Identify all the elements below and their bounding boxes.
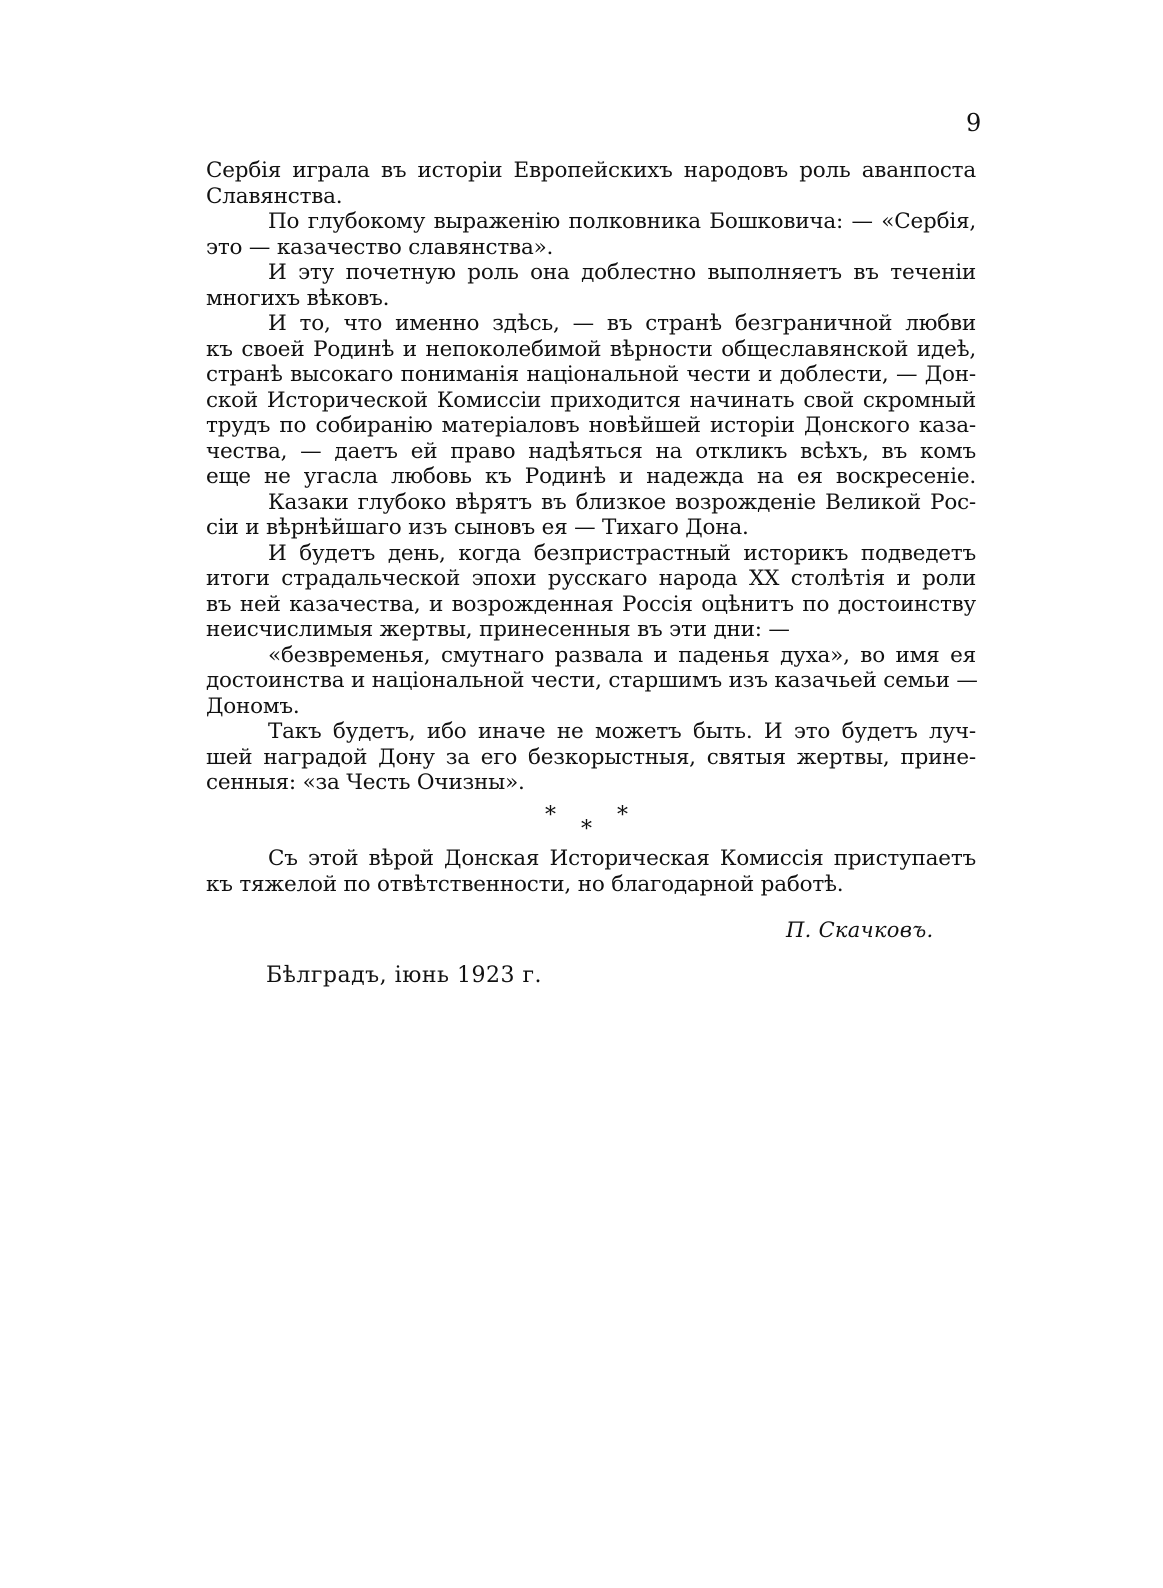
separator-star: * — [545, 803, 556, 828]
body-text — [206, 158, 976, 796]
text-line: странѣ высокаго пониманія національной чести и доблести, — Дон- — [206, 362, 976, 387]
text-line: Сербія играла въ исторіи Европейскихъ народовъ роль аванпоста — [206, 158, 976, 183]
section-separator — [545, 803, 628, 843]
text-line: Съ этой вѣрой Донская Историческая Комиссія приступаетъ — [268, 846, 976, 871]
text-line: итоги страдальческой эпохи русскаго народа XX столѣтія и роли — [206, 566, 976, 591]
author-signature: П. Скачковъ. — [786, 918, 934, 942]
text-line: трудъ по собиранію матеріаловъ новѣйшей исторіи Донского каза- — [206, 413, 976, 438]
text-line: сіи и вѣрнѣйшаго изъ сыновъ ея — Тихаго Дона. — [206, 515, 749, 540]
text-line: ской Исторической Комиссіи приходится начинать свой скромный — [206, 387, 976, 413]
text-line: Такъ будетъ, ибо иначе не можетъ быть. И это будетъ луч- — [268, 719, 976, 744]
text-line: И то, что именно здѣсь, — въ странѣ безграничной любви — [268, 311, 976, 336]
separator-star: * — [581, 817, 592, 842]
text-line: Славянства. — [206, 183, 343, 209]
text-line: достоинства и національной чести, старшимъ изъ казачьей семьи — — [206, 668, 978, 693]
text-line: къ тяжелой по отвѣтственности, но благодарной работѣ. — [206, 871, 844, 897]
text-line: Дономъ. — [206, 693, 300, 719]
text-line: сенныя: «за Честь Очизны». — [206, 770, 525, 795]
text-line: въ ней казачества, и возрожденная Россія оцѣнитъ по достоинству — [206, 591, 976, 617]
closing-text — [206, 846, 976, 897]
text-line: шей наградой Дону за его безкорыстныя, святыя жертвы, прине- — [206, 744, 976, 770]
text-line: это — казачество славянства». — [206, 234, 554, 260]
text-line: Казаки глубоко вѣрятъ въ близкое возрожденіе Великой Рос- — [268, 489, 976, 515]
text-line: По глубокому выраженію полковника Бошковича: — «Сербія, — [268, 209, 976, 234]
text-line: И будетъ день, когда безпристрастный историкъ подведетъ — [268, 540, 976, 566]
text-line: еще не угасла любовь къ Родинѣ и надежда на ея воскресеніе. — [206, 464, 976, 489]
text-line: чества, — даетъ ей право надѣяться на откликъ всѣхъ, въ комъ — [206, 438, 976, 464]
text-line: неисчислимыя жертвы, принесенныя въ эти дни: — — [206, 617, 790, 642]
text-line: къ своей Родинѣ и непоколебимой вѣрности общеславянской идеѣ, — [206, 336, 976, 362]
text-line: «безвременья, смутнаго развала и паденья духа», во имя ея — [268, 642, 976, 668]
separator-star: * — [617, 803, 628, 828]
place-and-date: Бѣлградъ, іюнь 1923 г. — [266, 963, 542, 988]
text-line: И эту почетную роль она доблестно выполняетъ въ теченіи — [268, 260, 976, 285]
text-line: многихъ вѣковъ. — [206, 285, 390, 311]
page-number: 9 — [966, 109, 982, 137]
